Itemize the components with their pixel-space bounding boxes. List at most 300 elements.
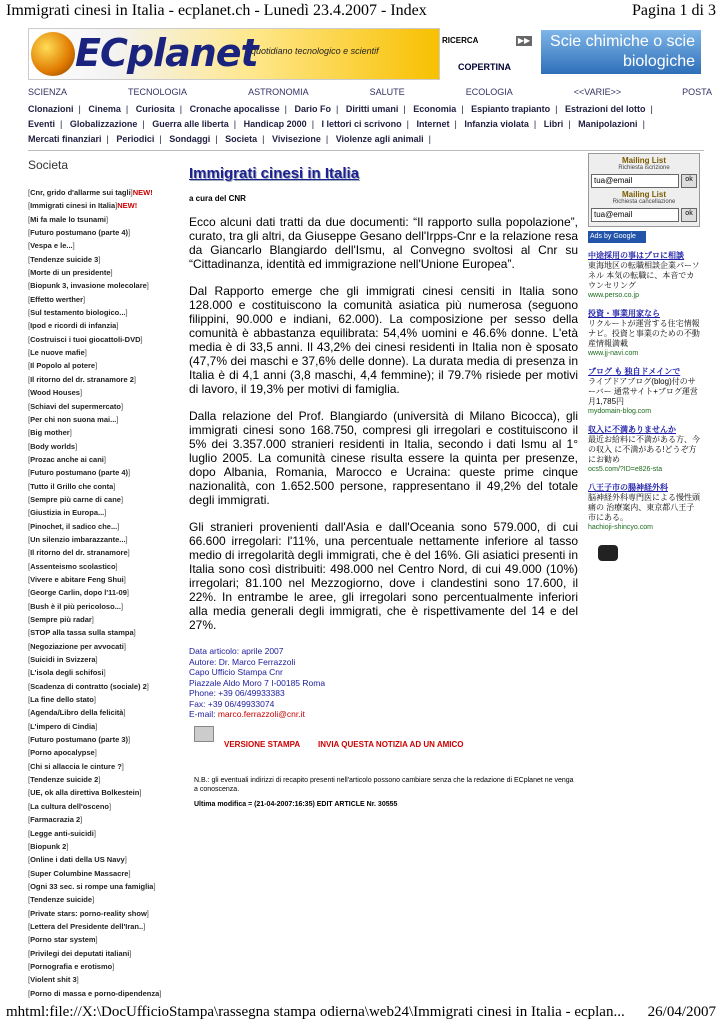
sidebar-item[interactable] bbox=[28, 306, 168, 319]
bullet-icon: [ bbox=[28, 414, 31, 424]
category-link[interactable]: Infanzia violata bbox=[464, 119, 529, 129]
bullet-icon: [ bbox=[28, 561, 31, 571]
separator: | bbox=[311, 119, 315, 129]
separator: | bbox=[461, 104, 464, 114]
sidebar-item-label[interactable]: Porno apocalypse bbox=[30, 748, 95, 758]
sidebar-item-label[interactable]: Giustizia in Europa... bbox=[30, 508, 105, 518]
bullet-icon: ] bbox=[123, 708, 126, 718]
sidebar-item[interactable] bbox=[28, 586, 168, 599]
sidebar-item[interactable] bbox=[28, 480, 168, 493]
site-banner[interactable] bbox=[28, 28, 440, 80]
bullet-icon: [ bbox=[28, 241, 31, 251]
category-link[interactable]: Espianto trapianto bbox=[471, 104, 551, 114]
sidebar-item-label[interactable]: Tendenze suicide bbox=[30, 895, 93, 905]
sidebar-item-label[interactable]: Porno di massa e porno-dipendenza bbox=[30, 988, 160, 998]
category-link[interactable]: Dario Fo bbox=[294, 104, 332, 114]
site-logo[interactable]: ECplanet bbox=[75, 31, 258, 75]
category-link[interactable]: Libri bbox=[543, 119, 564, 129]
ad-body: 東海地区の転職相談企業パーソネル 本気の転職に、本音でカウンセリング bbox=[588, 261, 700, 290]
bullet-icon: [ bbox=[28, 601, 31, 611]
sidebar-item[interactable] bbox=[28, 546, 168, 559]
sidebar-item[interactable] bbox=[28, 666, 168, 679]
bullet-icon: [ bbox=[28, 828, 31, 838]
category-link[interactable]: Economia bbox=[413, 104, 457, 114]
sidebar-item-label[interactable]: Morte di un presidente bbox=[30, 268, 111, 278]
sidebar-item[interactable] bbox=[28, 466, 168, 479]
sidebar-item-label[interactable]: Super Columbine Massacre bbox=[30, 868, 129, 878]
article-date: Data articolo: aprile 2007 bbox=[189, 646, 284, 656]
nav-posta[interactable]: POSTA bbox=[682, 87, 712, 97]
sidebar-item-label[interactable]: Negoziazione per avvocati bbox=[30, 641, 124, 651]
article-paragraph: Dalla relazione del Prof. Blangiardo (università di Milano Bicocca), gli immigrati cinesi sono 168.750, compresi gli irregolari e costituiscono il 5% dei 3.357.000 stranieri residenti in Italia, secondo i dati Ismu al 1° luglio 2005. La comunità cinese risulta essere la quinta per presenze, dopo Albania, Romania, Marocco e Ucraina: queste prime cinque nazionalità, con 1.652.500 persone, rappresentano il 49,2% del totale degli immigrati. bbox=[189, 409, 578, 507]
search-label: RICERCA bbox=[442, 36, 479, 45]
sidebar-item-label[interactable]: Pinochet, il sadico che... bbox=[30, 521, 118, 531]
separator: | bbox=[215, 134, 218, 144]
sidebar-item[interactable] bbox=[28, 226, 168, 239]
sidebar-item[interactable] bbox=[28, 706, 168, 719]
sidebar-item-label[interactable]: Wood Houses bbox=[30, 388, 80, 398]
document-title: Immigrati cinesi in Italia - ecplanet.ch - Lunedì 23.4.2007 - Index bbox=[6, 2, 427, 19]
sidebar-item-label[interactable]: Pornografia e erotismo bbox=[30, 961, 113, 971]
sidebar-item[interactable] bbox=[28, 413, 168, 426]
unsubscribe-ok-button[interactable]: ok bbox=[681, 208, 697, 222]
site-tagline: quotidiano tecnologico e scientif bbox=[251, 46, 379, 56]
ads-by-google-label[interactable]: Ads by Google bbox=[588, 231, 646, 243]
author-office: Capo Ufficio Stampa Cnr bbox=[189, 667, 283, 677]
sidebar-item-label[interactable]: La fine dello stato bbox=[30, 695, 94, 705]
bullet-icon: ] bbox=[112, 961, 115, 971]
sidebar-item-label[interactable]: Agenda/Libro della felicità bbox=[30, 708, 124, 718]
sidebar-item[interactable] bbox=[28, 493, 168, 506]
bullet-icon: [ bbox=[28, 254, 31, 264]
category-link[interactable]: Violenze agli animali bbox=[335, 134, 424, 144]
sidebar-item[interactable] bbox=[28, 800, 168, 813]
sidebar-item[interactable] bbox=[28, 440, 168, 453]
sidebar-item[interactable] bbox=[28, 506, 168, 519]
sidebar-item-label[interactable]: Mi fa male lo tsunami bbox=[30, 214, 106, 224]
bullet-icon: ] bbox=[75, 441, 78, 451]
sidebar-item-label[interactable]: Costruisci i tuoi giocattoli-DVD bbox=[30, 334, 141, 344]
category-link[interactable]: Eventi bbox=[28, 119, 56, 129]
separator: | bbox=[325, 134, 329, 144]
bullet-icon: ] bbox=[140, 334, 143, 344]
separator: | bbox=[159, 134, 162, 144]
separator: | bbox=[284, 104, 287, 114]
divider bbox=[28, 150, 704, 151]
bullet-icon: [ bbox=[28, 681, 31, 691]
bullet-icon: ] bbox=[121, 761, 124, 771]
sidebar-item[interactable] bbox=[28, 786, 168, 799]
sidebar-item[interactable] bbox=[28, 386, 168, 399]
sidebar-item-label[interactable]: Online i dati della US Navy bbox=[30, 855, 125, 865]
sidebar-item[interactable] bbox=[28, 213, 168, 226]
ad-item bbox=[588, 367, 700, 417]
sidebar-item[interactable] bbox=[28, 199, 168, 212]
printer-icon[interactable] bbox=[194, 726, 214, 742]
bullet-icon: ] bbox=[123, 641, 126, 651]
page-number: Pagina 1 di 3 bbox=[632, 2, 716, 19]
ad-url-link[interactable]: ocs5.com/?ID=e826-sta bbox=[588, 466, 663, 473]
sidebar-item-label[interactable]: STOP alla tassa sulla stampa bbox=[30, 628, 134, 638]
bullet-icon: [ bbox=[28, 548, 31, 558]
bullet-icon: [ bbox=[28, 895, 31, 905]
sidebar-item[interactable] bbox=[28, 733, 168, 746]
separator: | bbox=[642, 119, 645, 129]
sidebar-item-label[interactable]: Ipod e ricordi di infanzia bbox=[30, 321, 117, 331]
category-link[interactable]: Clonazioni bbox=[28, 104, 74, 114]
sidebar-item[interactable] bbox=[28, 867, 168, 880]
bullet-icon: [ bbox=[28, 361, 31, 371]
right-column bbox=[588, 153, 700, 561]
category-link[interactable]: Cronache apocalisse bbox=[189, 104, 280, 114]
bullet-icon: ] bbox=[104, 508, 107, 518]
bullet-icon: ] bbox=[115, 561, 118, 571]
bullet-icon: ] bbox=[95, 721, 98, 731]
sidebar-item-label[interactable]: Private stars: porno-reality show bbox=[30, 908, 147, 918]
sidebar-item-label[interactable]: Futuro postumano (parte 3) bbox=[30, 735, 129, 745]
article-author: Autore: Dr. Marco Ferrazzoli bbox=[189, 656, 296, 667]
bullet-icon: ] bbox=[116, 321, 119, 331]
sidebar-item[interactable] bbox=[28, 840, 168, 853]
sidebar-item[interactable] bbox=[28, 827, 168, 840]
bullet-icon: ] bbox=[146, 681, 149, 691]
next-arrow-icon[interactable] bbox=[598, 545, 618, 561]
sidebar-item[interactable] bbox=[28, 533, 168, 546]
ad-headline-link[interactable]: 投資・事業用家なら bbox=[588, 309, 660, 318]
sidebar-item-label[interactable]: Un silenzio imbarazzante... bbox=[30, 534, 126, 544]
sidebar-item-label[interactable]: Assenteismo scolastico bbox=[30, 561, 116, 571]
sidebar-item-label[interactable]: Violent shit 3 bbox=[30, 975, 77, 985]
footer-date: 26/04/2007 bbox=[647, 1004, 716, 1020]
nav-scienza[interactable]: SCIENZA bbox=[28, 87, 68, 97]
nav-tecnologia[interactable]: TECNOLOGIA bbox=[128, 87, 188, 97]
bullet-icon: ] bbox=[129, 948, 132, 958]
sidebar-item[interactable] bbox=[28, 640, 168, 653]
sidebar-item-label[interactable]: Vespa e le... bbox=[30, 241, 73, 251]
sidebar-item-label[interactable]: Chi si allaccia le cinture ? bbox=[30, 761, 122, 771]
page-footer bbox=[6, 1004, 716, 1021]
bullet-icon: ] bbox=[146, 908, 149, 918]
sidebar-item[interactable] bbox=[28, 279, 168, 292]
separator: | bbox=[262, 134, 265, 144]
article bbox=[189, 165, 578, 720]
sidebar-item[interactable] bbox=[28, 426, 168, 439]
bullet-icon: [ bbox=[28, 735, 31, 745]
globe-logo-icon bbox=[31, 32, 75, 76]
ad-body: ライブドアブログ(blog)付のサーバー 通常サイト+ブログ運営 月1,785円 bbox=[588, 377, 698, 406]
bullet-icon: ] bbox=[117, 521, 120, 531]
bullet-icon: ] bbox=[128, 868, 131, 878]
sidebar-item[interactable] bbox=[28, 239, 168, 252]
bullet-icon: [ bbox=[28, 615, 31, 624]
sidebar-item[interactable] bbox=[28, 560, 168, 573]
sidebar-item-label[interactable]: Per chi non suona mai... bbox=[30, 414, 117, 424]
ad-url-link[interactable]: mydomain-blog.com bbox=[588, 408, 652, 415]
ad-url-link[interactable]: www.perso.co.jp bbox=[588, 292, 639, 299]
bullet-icon: ] bbox=[128, 468, 131, 478]
category-link[interactable]: Guerra alle liberta bbox=[152, 119, 229, 129]
category-link[interactable]: Estrazioni del lotto bbox=[565, 104, 646, 114]
nav-salute[interactable]: SALUTE bbox=[369, 87, 405, 97]
sidebar-item-label[interactable]: Suicidi in Svizzera bbox=[30, 655, 96, 665]
bullet-icon: [ bbox=[28, 348, 31, 358]
nav-ecologia[interactable]: ECOLOGIA bbox=[465, 87, 513, 97]
bullet-icon: ] bbox=[108, 801, 112, 811]
last-modified: Ultima modifica = (21-04-2007:16:35) EDIT ARTICLE Nr. 30555 bbox=[194, 801, 398, 808]
bullet-icon: [ bbox=[28, 695, 31, 705]
sidebar-item[interactable] bbox=[28, 600, 168, 613]
bullet-icon: [ bbox=[28, 441, 31, 451]
promo-banner[interactable]: Scie chimiche o scie biologiche bbox=[541, 30, 701, 74]
sidebar-item-label[interactable]: Tendenze suicide 3 bbox=[30, 254, 99, 264]
ad-headline-link[interactable]: ブログ も 独自ドメインで bbox=[588, 367, 681, 376]
sidebar-item-label[interactable]: Futuro postumano (parte 4) bbox=[30, 228, 129, 238]
separator: | bbox=[106, 134, 109, 144]
sidebar-item[interactable] bbox=[28, 960, 168, 973]
sidebar-item-label[interactable]: Schiavi del supermercato bbox=[30, 401, 121, 411]
bullet-icon: ] bbox=[146, 281, 149, 291]
sidebar-item[interactable] bbox=[28, 373, 168, 386]
sidebar-item-label[interactable]: Vivere e abitare Feng Shui bbox=[30, 574, 124, 584]
bullet-icon: ] bbox=[139, 788, 142, 798]
category-link[interactable]: Cinema bbox=[88, 104, 121, 114]
sidebar-item-label[interactable]: Biopunk 3, invasione molecolare bbox=[30, 281, 147, 291]
sidebar-item-label[interactable]: Body worlds bbox=[30, 441, 76, 451]
bullet-icon: ] bbox=[116, 414, 119, 424]
bullet-icon: [ bbox=[28, 868, 31, 878]
separator: | bbox=[533, 119, 537, 129]
bullet-icon: ] bbox=[113, 481, 116, 491]
category-link[interactable]: Societa bbox=[225, 134, 258, 144]
sidebar-item[interactable] bbox=[28, 626, 168, 639]
bullet-icon: [ bbox=[28, 881, 31, 891]
separator: | bbox=[403, 104, 406, 114]
author-email-row bbox=[189, 709, 578, 720]
bullet-icon: ] bbox=[91, 615, 94, 624]
bullet-icon: ] bbox=[79, 388, 83, 398]
ad-headline-link[interactable]: 収入に不満ありませんか bbox=[588, 425, 676, 434]
sidebar-item-label[interactable]: Tutto il Grillo che conta bbox=[30, 481, 114, 491]
author-phone: Phone: +39 06/49933383 bbox=[189, 688, 285, 698]
sidebar-item-label[interactable]: Biopunk 2 bbox=[30, 841, 67, 851]
sidebar-item[interactable] bbox=[28, 293, 168, 306]
bullet-icon: ] bbox=[120, 601, 124, 611]
bullet-icon: [ bbox=[28, 748, 31, 758]
bullet-icon: [ bbox=[28, 388, 31, 398]
sidebar-item[interactable] bbox=[28, 613, 168, 626]
new-badge: NEW! bbox=[132, 188, 153, 197]
ad-headline-link[interactable]: 八王子市の腸神経外科 bbox=[588, 483, 668, 492]
bullet-icon: ] bbox=[95, 655, 98, 665]
email-label: E-mail: bbox=[189, 709, 216, 719]
sidebar-item[interactable] bbox=[28, 720, 168, 733]
sidebar-item[interactable] bbox=[28, 400, 168, 413]
bullet-icon: [ bbox=[28, 534, 31, 544]
sidebar-item[interactable] bbox=[28, 186, 168, 199]
sidebar-item[interactable] bbox=[28, 933, 168, 946]
sidebar-item-label[interactable]: Futuro postumano (parte 4) bbox=[30, 468, 129, 478]
sidebar-item[interactable] bbox=[28, 853, 168, 866]
ad-body: 脳神経外科専門医による慢性頭痛の 治療案内、東京都八王子市にある。 bbox=[588, 493, 700, 522]
bullet-icon: [ bbox=[28, 721, 31, 731]
sidebar-item-label[interactable]: Farmacrazia 2 bbox=[30, 815, 81, 825]
bullet-icon: ] bbox=[105, 214, 109, 224]
bullet-icon: ] bbox=[93, 828, 96, 838]
top-navigation bbox=[20, 87, 720, 97]
sidebar-list bbox=[28, 186, 168, 1000]
nav-varie[interactable]: <<VARIE>> bbox=[573, 87, 622, 97]
search-go-button[interactable]: ▶▶ bbox=[517, 36, 531, 45]
mailing-title: Mailing List bbox=[622, 190, 666, 199]
sidebar-item-label[interactable]: Bush è il più pericoloso... bbox=[30, 601, 121, 611]
category-link[interactable]: Sondaggi bbox=[169, 134, 211, 144]
sidebar-item-label[interactable]: Il Popolo al potere bbox=[30, 361, 96, 371]
send-to-friend-link[interactable]: INVIA QUESTA NOTIZIA AD UN AMICO bbox=[318, 740, 464, 749]
category-link[interactable]: I lettori ci scrivono bbox=[321, 119, 402, 129]
author-fax: Fax: +39 06/49933074 bbox=[189, 698, 275, 709]
ad-url-link[interactable]: www.jj-navi.com bbox=[588, 350, 639, 357]
bullet-icon: ] bbox=[123, 574, 126, 584]
sidebar-item-label[interactable]: Legge anti-suicidi bbox=[30, 828, 94, 838]
sidebar-item[interactable] bbox=[28, 573, 168, 586]
sidebar-item[interactable] bbox=[28, 760, 168, 773]
sidebar-item-label[interactable]: Tendenze suicide 2 bbox=[30, 775, 99, 785]
sidebar-item[interactable] bbox=[28, 333, 168, 346]
sidebar-item-label[interactable]: Privilegi dei deputati italiani bbox=[30, 948, 130, 958]
sidebar-item[interactable] bbox=[28, 880, 168, 893]
bullet-icon: ] bbox=[143, 921, 146, 931]
bullet-icon: [ bbox=[28, 321, 31, 331]
sidebar-item[interactable] bbox=[28, 693, 168, 706]
bullet-icon: [ bbox=[28, 655, 31, 665]
bullet-icon: ] bbox=[98, 254, 101, 264]
bullet-icon: [ bbox=[28, 988, 31, 998]
bullet-icon: [ bbox=[28, 268, 31, 278]
sidebar-item[interactable] bbox=[28, 973, 168, 986]
ad-headline-link[interactable]: 中途採用の事はプロに相談 bbox=[588, 251, 684, 260]
sidebar-item-label[interactable]: Immigrati cinesi in Italia bbox=[30, 201, 116, 211]
separator: | bbox=[428, 134, 431, 144]
category-link[interactable]: Internet bbox=[416, 119, 450, 129]
bullet-icon: [ bbox=[28, 788, 31, 798]
bullet-icon: ] bbox=[133, 374, 136, 384]
sidebar-item-label[interactable]: Scadenza di contratto (sociale) 2 bbox=[30, 681, 147, 691]
sidebar-item[interactable] bbox=[28, 653, 168, 666]
sidebar-item-label[interactable]: Il ritorno del dr. stranamore bbox=[30, 548, 128, 558]
sidebar-item[interactable] bbox=[28, 253, 168, 266]
sidebar-item-label[interactable]: Sul testamento biologico... bbox=[30, 308, 126, 318]
sidebar-item-label[interactable]: Ogni 33 sec. si rompe una famiglia bbox=[30, 881, 154, 891]
sidebar-item[interactable] bbox=[28, 680, 168, 693]
unsubscribe-email-input[interactable]: tua@email bbox=[591, 208, 679, 222]
category-navigation bbox=[28, 102, 692, 147]
sidebar-item-label[interactable]: Prozac anche ai cani bbox=[30, 454, 104, 464]
sidebar-item[interactable] bbox=[28, 773, 168, 786]
bullet-icon: [ bbox=[28, 948, 31, 958]
separator: | bbox=[336, 104, 339, 114]
sidebar-item-label[interactable]: George Carlin, dopo l'11-09 bbox=[30, 588, 127, 598]
separator: | bbox=[233, 119, 237, 129]
sidebar-item[interactable] bbox=[28, 359, 168, 372]
bullet-icon: ] bbox=[110, 268, 113, 278]
sidebar-item[interactable] bbox=[28, 346, 168, 359]
bullet-icon: ] bbox=[103, 668, 106, 678]
bullet-icon: [ bbox=[28, 815, 31, 825]
bullet-icon: ] bbox=[120, 494, 124, 504]
subscribe-ok-button[interactable]: ok bbox=[681, 174, 697, 188]
category-link[interactable]: Curiosita bbox=[135, 104, 175, 114]
category-link[interactable]: Manipolazioni bbox=[578, 119, 638, 129]
sidebar-item-label[interactable]: Big mother bbox=[30, 428, 70, 438]
sidebar-item[interactable] bbox=[28, 813, 168, 826]
sidebar-item[interactable] bbox=[28, 893, 168, 906]
sidebar-item-label[interactable]: Porno star system bbox=[30, 935, 96, 945]
category-link[interactable]: Handicap 2000 bbox=[243, 119, 307, 129]
print-version-link[interactable]: VERSIONE STAMPA bbox=[224, 740, 301, 749]
bullet-icon: ] bbox=[128, 735, 131, 745]
sidebar-item-label[interactable]: L'isola degli schifosi bbox=[30, 668, 104, 678]
separator: | bbox=[454, 119, 457, 129]
sidebar-item[interactable] bbox=[28, 453, 168, 466]
ad-url-link[interactable]: hachioji-shincyo.com bbox=[588, 524, 653, 531]
bullet-icon: [ bbox=[28, 294, 31, 304]
sidebar-item-label[interactable]: Le nuove mafie bbox=[30, 348, 85, 358]
bullet-icon: [ bbox=[28, 188, 31, 197]
sidebar-item[interactable] bbox=[28, 920, 168, 933]
sidebar-item[interactable] bbox=[28, 319, 168, 332]
author-email-link[interactable]: marco.ferrazzoli@cnr.it bbox=[217, 709, 305, 719]
sidebar-item-label[interactable]: Cnr, grido d'allarme sui tagli bbox=[30, 188, 131, 197]
bullet-icon: [ bbox=[28, 214, 31, 224]
sidebar-item[interactable] bbox=[28, 907, 168, 920]
bullet-icon: [ bbox=[28, 494, 31, 504]
category-link[interactable]: Globalizzazione bbox=[69, 119, 138, 129]
bullet-icon: ] bbox=[95, 361, 98, 371]
mailing-subscribe-box bbox=[588, 153, 700, 227]
sidebar-item[interactable] bbox=[28, 520, 168, 533]
ad-item bbox=[588, 483, 700, 533]
footer-path: mhtml:file://X:\DocUfficioStampa\rassegna stampa odierna\web24\Immigrati cinesi in Italia - ecplan... bbox=[6, 1004, 625, 1020]
ad-item bbox=[588, 425, 700, 475]
bullet-icon: [ bbox=[28, 801, 31, 811]
nav-astronomia[interactable]: ASTRONOMIA bbox=[248, 87, 309, 97]
category-link[interactable]: Periodici bbox=[116, 134, 155, 144]
article-disclaimer bbox=[194, 776, 574, 809]
sidebar-item-label[interactable]: Sempre più radar bbox=[30, 615, 92, 624]
author-address: Piazzale Aldo Moro 7 I-00185 Roma bbox=[189, 677, 326, 688]
sidebar-item-label[interactable]: L'impero di Cindia bbox=[30, 721, 96, 731]
sidebar-item-label[interactable]: La cultura dell'osceno bbox=[30, 801, 109, 811]
sidebar-item[interactable] bbox=[28, 947, 168, 960]
sidebar-item-label[interactable]: Sempre più carne di cane bbox=[30, 494, 121, 504]
sidebar-item[interactable] bbox=[28, 987, 168, 1000]
sidebar-item-label[interactable]: Effetto werther bbox=[30, 294, 84, 304]
sidebar-item[interactable] bbox=[28, 746, 168, 759]
bullet-icon: ] bbox=[128, 228, 131, 238]
copertina-link[interactable]: COPERTINA bbox=[458, 62, 512, 72]
bullet-icon: ] bbox=[93, 695, 96, 705]
sidebar-item-label[interactable]: Il ritorno del dr. stranamore 2 bbox=[30, 374, 134, 384]
sidebar-item[interactable] bbox=[28, 266, 168, 279]
category-link[interactable]: Mercati finanziari bbox=[28, 134, 102, 144]
category-link[interactable]: Vivisezione bbox=[272, 134, 321, 144]
subscribe-email-input[interactable]: tua@email bbox=[591, 174, 679, 188]
bullet-icon: [ bbox=[28, 921, 31, 931]
sidebar-item-label[interactable]: Lettera del Presidente dell'Iran.. bbox=[30, 921, 144, 931]
bullet-icon: ] bbox=[95, 935, 98, 945]
category-link[interactable]: Diritti umani bbox=[345, 104, 399, 114]
sidebar-item-label[interactable]: UE, ok alla direttiva Bolkestein bbox=[30, 788, 140, 798]
